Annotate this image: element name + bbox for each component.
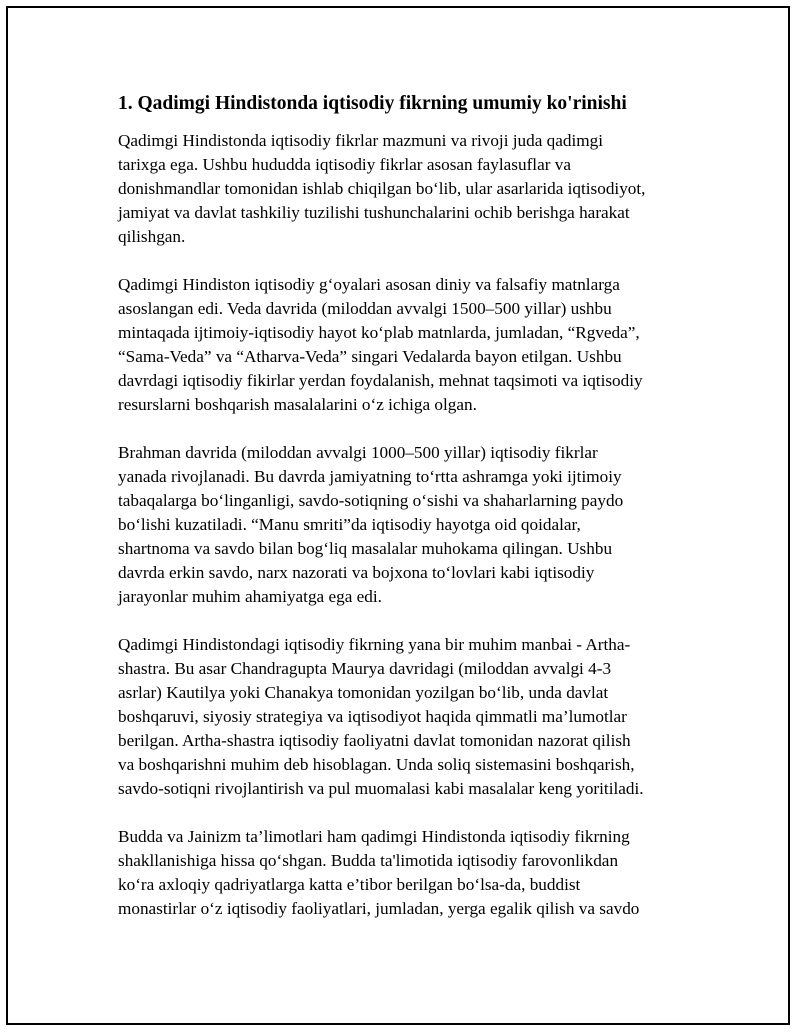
text-line: shartnoma va savdo bilan bog‘liq masalalar muhokama qilingan. Ushbu [118, 539, 613, 558]
document-body [118, 91, 690, 945]
text-line: “Sama-Veda” va “Atharva-Veda” singari Vedalarda bayon etilgan. Ushbu [118, 347, 622, 366]
text-line: tarixga ega. Ushbu hududda iqtisodiy fikrlar asosan faylasuflar va [118, 155, 571, 174]
text-line: asrlar) Kautilya yoki Chanakya tomonidan yozilgan bo‘lib, unda davlat [118, 683, 609, 702]
text-line: Budda va Jainizm ta’limotlari ham qadimgi Hindistonda iqtisodiy fikrning [118, 827, 630, 846]
text-line: Brahman davrida (miloddan avvalgi 1000–500 yillar) iqtisodiy fikrlar [118, 443, 598, 462]
text-line: va boshqarishni muhim deb hisoblagan. Unda soliq sistemasini boshqarish, [118, 755, 635, 774]
text-line: savdo-sotiqni rivojlantirish va pul muomalasi kabi masalalar keng yoritiladi. [118, 779, 644, 798]
paragraph-5 [118, 825, 690, 921]
text-line: davrdagi iqtisodiy fikirlar yerdan foydalanish, mehnat taqsimoti va iqtisodiy [118, 371, 643, 390]
text-line: shastra. Bu asar Chandragupta Maurya davridagi (miloddan avvalgi 4-3 [118, 659, 612, 678]
text-line: mintaqada ijtimoiy-iqtisodiy hayot ko‘plab matnlarda, jumladan, “Rgveda”, [118, 323, 640, 342]
text-line: bo‘lishi kuzatiladi. “Manu smriti”da iqtisodiy hayotga oid qoidalar, [118, 515, 581, 534]
text-line: davrda erkin savdo, narx nazorati va bojxona to‘lovlari kabi iqtisodiy [118, 563, 595, 582]
text-line: jamiyat va davlat tashkiliy tuzilishi tushunchalarini ochib berishga harakat [118, 203, 630, 222]
text-line: Qadimgi Hindistondagi iqtisodiy fikrning yana bir muhim manbai - Artha- [118, 635, 631, 654]
paragraph-2 [118, 273, 690, 417]
text-line: monastirlar o‘z iqtisodiy faoliyatlari, jumladan, yerga egalik qilish va savdo [118, 899, 640, 918]
text-line: shakllanishiga hissa qo‘shgan. Budda ta'limotida iqtisodiy farovonlikdan [118, 851, 619, 870]
paragraph-4 [118, 633, 690, 801]
text-line: qilishgan. [118, 227, 186, 246]
text-line: resurslarni boshqarish masalalarini o‘z ichiga olgan. [118, 395, 477, 414]
text-line: ko‘ra axloqiy qadriyatlarga katta e’tibor berilgan bo‘lsa-da, buddist [118, 875, 581, 894]
document-title: 1. Qadimgi Hindistonda iqtisodiy fikrning umumiy ko'rinishi [118, 93, 627, 114]
text-line: Qadimgi Hindistonda iqtisodiy fikrlar mazmuni va rivoji juda qadimgi [118, 131, 603, 150]
paragraph-3 [118, 441, 690, 609]
text-line: boshqaruvi, siyosiy strategiya va iqtisodiyot haqida qimmatli ma’lumotlar [118, 707, 627, 726]
paragraph-1 [118, 129, 690, 249]
text-line: jarayonlar muhim ahamiyatga ega edi. [118, 587, 382, 606]
text-line: berilgan. Artha-shastra iqtisodiy faoliyatni davlat tomonidan nazorat qilish [118, 731, 631, 750]
text-line: donishmandlar tomonidan ishlab chiqilgan bo‘lib, ular asarlarida iqtisodiyot, [118, 179, 646, 198]
text-line: asoslangan edi. Veda davrida (miloddan avvalgi 1500–500 yillar) ushbu [118, 299, 612, 318]
text-line: tabaqalarga bo‘linganligi, savdo-sotiqning o‘sishi va shaharlarning paydo [118, 491, 624, 510]
text-line: Qadimgi Hindiston iqtisodiy g‘oyalari asosan diniy va falsafiy matnlarga [118, 275, 620, 294]
text-line: yanada rivojlanadi. Bu davrda jamiyatning to‘rtta ashramga yoki ijtimoiy [118, 467, 622, 486]
